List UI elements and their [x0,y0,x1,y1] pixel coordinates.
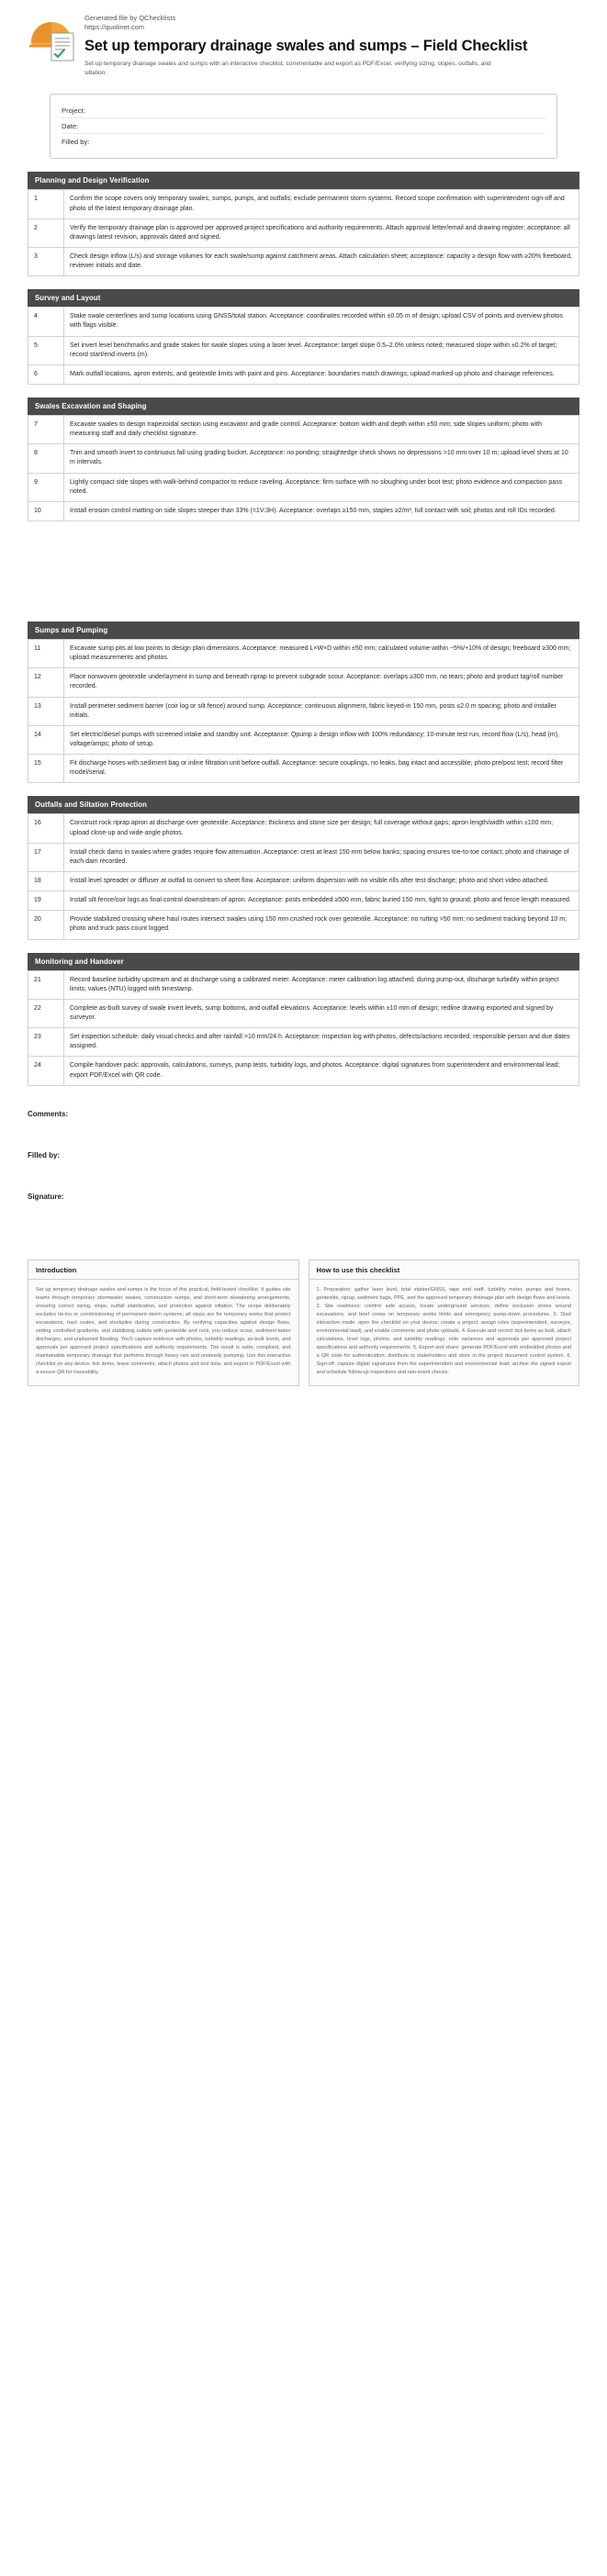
item-number: 5 [28,336,64,364]
table-row[interactable] [28,640,579,668]
table-row[interactable] [28,697,579,725]
checklist-table [28,307,579,385]
item-text: Check design inflow (L/s) and storage volumes for each swale/sump against catchment areas. Attach calculation sheet; acceptance: capacity ≥ design flow with ≥20% freeboard, reviewer initials and date. [64,248,579,276]
table-row[interactable] [28,501,579,521]
item-text: Provide stabilized crossing where haul routes intersect swales using 150 mm crushed rock over geotextile. Acceptance: no rutting >50 mm; no sediment tracking beyond 10 m; photo and truck pass count logged. [64,911,579,939]
site-url-link[interactable]: https://quolinet.com [84,23,145,32]
item-number: 17 [28,843,64,871]
section-title: Outfalls and Siltation Protection [28,796,579,813]
table-row[interactable] [28,473,579,501]
section-title: Sumps and Pumping [28,622,579,639]
checklist-table [28,415,579,521]
table-row[interactable] [28,814,579,843]
item-number: 24 [28,1057,64,1085]
qchecklists-logo-icon [28,15,75,62]
table-row[interactable] [28,755,579,783]
table-row[interactable] [28,970,579,999]
project-field[interactable]: Project: [62,103,545,118]
section-title: Planning and Design Verification [28,172,579,189]
item-number: 16 [28,814,64,843]
section-title: Monitoring and Handover [28,953,579,970]
table-row[interactable] [28,999,579,1027]
item-text: Mark outfall locations, apron extents, and geotextile limits with paint and pins. Acceptance: boundaries match drawings; upload marked-up photo and chainage references. [64,364,579,384]
section-sumps-and-pumping [28,622,579,783]
item-text: Place nonwoven geotextile underlayment in sump and beneath riprap to prevent subgrade scour. Acceptance: overlaps ≥300 mm, no tears; photo and product tag/roll number recorded. [64,668,579,697]
item-number: 6 [28,364,64,384]
introduction-body: Set up temporary drainage swales and sumps is the focus of this practical, field-tested checklist. It guides site teams through temporary stormwater swales, construction sumps, and short-term dewatering arrangements, ensuring correct sizing, slope, outfall stabilization, and protection against siltation. The scope deliberately excludes tie-ins or commissioning of permanent storm systems; all steps are for temporary works that protect excavations, haul routes, and stockpiles during construction. By verifying capacities against design flows, setting controlled gradients, and stabilizing outlets with geotextile and rock, you reduce scour, sediment-laden discharges, and unplanned flooding. You'll capture evidence with photos, turbidity readings, as-built levels, and approvals per approved project specifications and authority requirements. The result is safer, compliant, and maintainable temporary drainage that performs through heavy rain and unsteady pumping. Use this interactive checklist on any device: tick items, leave comments, attach photos and test data, and export to PDF/Excel with a secure QR for traceability. [36,1286,291,1376]
item-number: 3 [28,248,64,276]
table-row[interactable] [28,891,579,911]
how-to-use-body: 1. Preparation: gather laser level, total station/GNSS, tape and staff, turbidity meter, pumps and hoses, geotextile, riprap, sediment bags, PPE, and the approved temporary drainage plan with design flows and levels. 2. Site readiness: confirm safe access, locate underground services, define exclusion zones around excavations, and brief crews on temporary works limits and emergency pump-down procedures. 3. Start interactive mode: open the checklist on your device; create a project, assign roles (superintendent, surveyor, environmental lead), and enable comments and photo uploads. 4. Execute and record: tick items as built, attach calculations, level logs, photos, and turbidity readings; note variances and approvals per approved project specifications and authority requirements. 5. Export and share: generate PDF/Excel with embedded photos and a QR code for authentication; distribute to stakeholders and store in the project document control system. 6. Sign-off: capture digital signatures from the superintendent and environmental lead; archive the signed export and schedule follow-up inspections and rain-event checks. [316,1286,571,1376]
table-row[interactable] [28,308,579,336]
item-text: Construct rock riprap apron at discharge over geotextile. Acceptance: thickness and stone size per design; full coverage without gaps; apron length/width within ±100 mm; upload close-up and wide-angle photos. [64,814,579,843]
checklist-table [28,639,579,783]
item-text: Confirm the scope covers only temporary swales, sumps, pumps, and outfalls; exclude permanent storm systems. Record scope confirmation with superintendent sign-off and photo of the latest temporary drainage plan. [64,190,579,218]
section-monitoring-and-handover [28,953,579,1086]
item-text: Trim and smooth invert to continuous fall using grading bucket. Acceptance: no ponding; straightedge check shows no depressions >10 mm over 10 m; upload level shots at 10 m intervals. [64,444,579,473]
project-meta-box [50,94,557,159]
how-to-use-panel [309,1260,580,1387]
item-number: 15 [28,755,64,783]
table-row[interactable] [28,364,579,384]
filled-by-field[interactable]: Filled by: [62,137,90,146]
item-number: 18 [28,871,64,890]
table-row[interactable] [28,1028,579,1057]
item-number: 9 [28,473,64,501]
section-planning-and-design-verification [28,172,579,276]
date-field[interactable]: Date: [62,118,545,134]
signoff-block [28,1110,579,1201]
item-text: Complete as-built survey of swale invert levels, sump bottoms, and outfall elevations. Acceptance: levels within ±10 mm of design; redline drawing exported and signed by surveyor. [64,999,579,1027]
table-row[interactable] [28,871,579,890]
item-text: Excavate sump pits at low points to design plan dimensions. Acceptance: measured L×W×D within ±50 mm; calculated volume within −5%/+10% of design; freeboard ≥300 mm; upload measurements and photos. [64,640,579,668]
checklist-table [28,813,579,939]
section-survey-and-layout [28,289,579,385]
section-title: Survey and Layout [28,289,579,307]
item-text: Compile handover pack: approvals, calculations, surveys, pump tests, turbidity logs, and photos. Acceptance: digital signatures from superintendent and environmental lead; export PDF/Excel with QR code. [64,1057,579,1085]
page-subtitle: Set up temporary drainage swales and sumps with an interactive checklist, commentable and export as PDF/Excel, verifying sizing, slopes, outfalls, and siltation. [84,61,491,76]
item-number: 1 [28,190,64,218]
item-text: Record baseline turbidity upstream and at discharge using a calibrated meter. Acceptance: meter calibration log attached; during pump-out, discharge turbidity within project limits; values (NTU) logged with timestamp. [64,970,579,999]
item-number: 20 [28,911,64,939]
item-text: Verify the temporary drainage plan is approved per approved project specifications and authority requirements. Attach approval letter/email and drawing register; acceptance: all drawings latest revision, approvals dated and signed. [64,218,579,247]
item-text: Install check dams in swales where grades require flow attenuation. Acceptance: crest at least 150 mm below banks; spacing ensures toe-to-toe contact; photo and chainage of each dam recorded. [64,843,579,871]
item-text: Lightly compact side slopes with walk-behind compactor to reduce raveling. Acceptance: firm surface with no sloughing under boot test; photo evidence and compaction pass noted. [64,473,579,501]
item-number: 21 [28,970,64,999]
table-row[interactable] [28,416,579,444]
item-number: 23 [28,1028,64,1057]
checklist-table [28,189,579,276]
table-row[interactable] [28,248,579,276]
table-row[interactable] [28,336,579,364]
checklist-table [28,970,579,1086]
item-number: 14 [28,725,64,754]
item-text: Fit discharge hoses with sediment bag or inline filtration unit before outfall. Acceptance: secure couplings, no leaks, bag intact and accessible; photo pre/post test; record filter model/serial. [64,755,579,783]
item-number: 4 [28,308,64,336]
item-number: 22 [28,999,64,1027]
section-title: Swales Excavation and Shaping [28,398,579,415]
item-number: 8 [28,444,64,473]
item-text: Install level spreader or diffuser at outfall to convert to sheet flow. Acceptance: uniform dispersion with no visible rills after test discharge; photo and short video attached. [64,871,579,890]
page-title: Set up temporary drainage swales and sumps – Field Checklist [84,38,528,55]
table-row[interactable] [28,843,579,871]
introduction-panel [28,1260,299,1387]
filled-by-label[interactable]: Filled by: [28,1150,61,1159]
table-row[interactable] [28,725,579,754]
table-row[interactable] [28,218,579,247]
item-text: Set invert level benchmarks and grade stakes for swale slopes using a laser level. Acceptance: target slope 0.5–2.0% unless noted; measured slope within ±0.2% of target; record start/end inverts (m). [64,336,579,364]
table-row[interactable] [28,911,579,939]
item-number: 11 [28,640,64,668]
table-row[interactable] [28,190,579,218]
table-row[interactable] [28,444,579,473]
how-to-use-title: How to use this checklist [309,1260,579,1280]
section-swales-excavation-and-shaping [28,398,579,521]
table-row[interactable] [28,1057,579,1085]
introduction-title: Introduction [28,1260,298,1280]
document-header [28,13,579,77]
item-text: Excavate swales to design trapezoidal section using excavator and grade control. Acceptance: bottom width and depth within ±50 mm; side slopes uniform; photo with measuring staff and daily checklist signature. [64,416,579,444]
info-panels [28,1260,579,1387]
item-number: 13 [28,697,64,725]
item-text: Set electric/diesel pumps with screened intake and standby unit. Acceptance: Qpump ≥ design inflow with 100% redundancy; 10-minute test run, record flow (L/s), head (m), voltage/amps; photo of setup. [64,725,579,754]
item-number: 7 [28,416,64,444]
item-text: Stake swale centerlines and sump locations using GNSS/total station. Acceptance: coordinates recorded within ±0.05 m of design; upload CSV of points and overview photos with flags visible. [64,308,579,336]
item-text: Install perimeter sediment barrier (coir log or silt fence) around sump. Acceptance: continuous alignment, fabric keyed-in 150 mm, posts ≤2.0 m spacing; photo and installer initials. [64,697,579,725]
table-row[interactable] [28,668,579,697]
item-text: Install erosion control matting on side slopes steeper than 33% (=1V:3H). Acceptance: overlaps ≥150 mm, staples ≥2/m², full contact with soil; photos and roll IDs recorded. [64,501,579,521]
item-number: 10 [28,501,64,521]
item-number: 12 [28,668,64,697]
item-number: 19 [28,891,64,911]
comments-label[interactable]: Comments: [28,1109,69,1118]
item-number: 2 [28,218,64,247]
section-outfalls-and-siltation-protection [28,796,579,939]
item-text: Set inspection schedule: daily visual checks and after rainfall >10 mm/24 h. Acceptance: inspection log with photos, defects/actions recorded, responsible person and due dates assigned. [64,1028,579,1057]
page-break-spacer [28,521,579,609]
generated-by-label: Generated file by QChecklists [84,14,176,22]
item-text: Install silt fence/coir logs as final control downstream of apron. Acceptance: posts embedded ≥500 mm, fabric buried 150 mm, tight to ground; photo and fence length measured. [64,891,579,911]
signature-label[interactable]: Signature: [28,1192,64,1201]
